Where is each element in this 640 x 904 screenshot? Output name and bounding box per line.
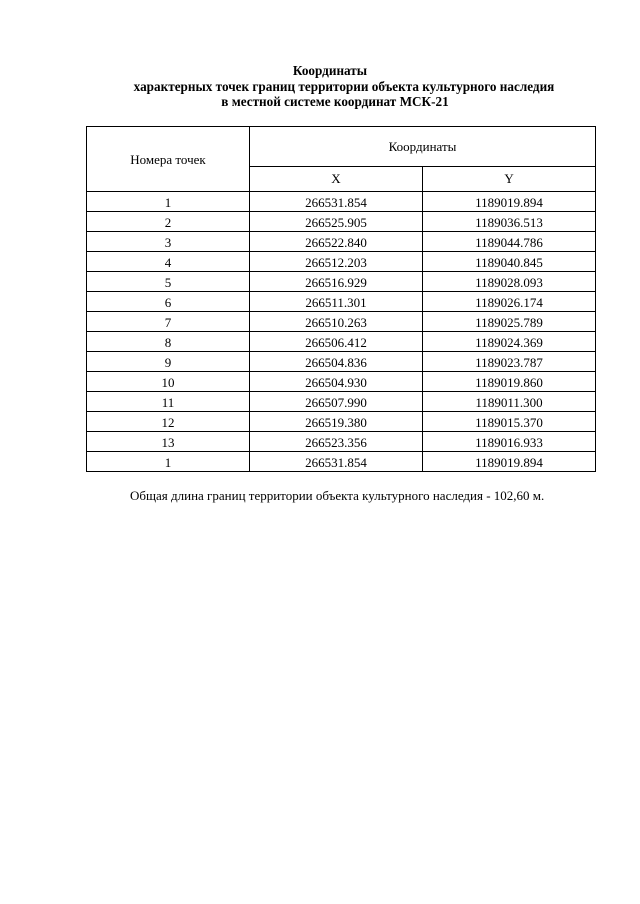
header-coordinates: Координаты	[250, 127, 596, 167]
coordinates-table	[86, 126, 596, 472]
header-x: X	[250, 166, 423, 191]
coord-x: 266516.929	[250, 272, 423, 292]
title-line-3: в местной системе координат МСК-21	[221, 94, 449, 109]
coord-x: 266510.263	[250, 312, 423, 332]
point-number: 11	[87, 392, 250, 412]
coord-y: 1189025.789	[423, 312, 596, 332]
point-number: 7	[87, 312, 250, 332]
point-number: 1	[87, 192, 250, 212]
coord-x: 266512.203	[250, 252, 423, 272]
point-number: 12	[87, 412, 250, 432]
coord-y: 1189011.300	[423, 392, 596, 412]
coord-y: 1189028.093	[423, 272, 596, 292]
title-line-2: характерных точек границ территории объекта культурного наследия	[133, 78, 555, 94]
coord-y: 1189040.845	[423, 252, 596, 272]
coord-y: 1189044.786	[423, 232, 596, 252]
point-number: 4	[87, 252, 250, 272]
coord-x: 266506.412	[250, 332, 423, 352]
coord-y: 1189019.860	[423, 372, 596, 392]
table-row	[87, 312, 596, 332]
coord-y: 1189024.369	[423, 332, 596, 352]
coord-x: 266522.840	[250, 232, 423, 252]
document-title	[0, 63, 640, 110]
point-number: 8	[87, 332, 250, 352]
table-row	[87, 392, 596, 412]
title-line-1: Координаты	[292, 63, 368, 78]
coord-x: 266525.905	[250, 212, 423, 232]
table-row	[87, 252, 596, 272]
table-row	[87, 452, 596, 472]
table-row	[87, 372, 596, 392]
table-row	[87, 332, 596, 352]
table-row	[87, 292, 596, 312]
header-y: Y	[423, 166, 596, 191]
table-row	[87, 352, 596, 372]
point-number: 6	[87, 292, 250, 312]
table-row	[87, 192, 596, 212]
point-number: 10	[87, 372, 250, 392]
coord-y: 1189023.787	[423, 352, 596, 372]
table-row	[87, 412, 596, 432]
point-number: 5	[87, 272, 250, 292]
header-point-numbers: Номера точек	[87, 127, 250, 192]
point-number: 9	[87, 352, 250, 372]
coord-y: 1189015.370	[423, 412, 596, 432]
table-row	[87, 432, 596, 452]
coord-x: 266531.854	[250, 192, 423, 212]
coord-y: 1189036.513	[423, 212, 596, 232]
table-row	[87, 232, 596, 252]
coord-x: 266504.930	[250, 372, 423, 392]
table-row	[87, 212, 596, 232]
point-number: 2	[87, 212, 250, 232]
coord-x: 266531.854	[250, 452, 423, 472]
coord-y: 1189016.933	[423, 432, 596, 452]
point-number: 3	[87, 232, 250, 252]
point-number: 1	[87, 452, 250, 472]
coord-x: 266523.356	[250, 432, 423, 452]
coord-x: 266504.836	[250, 352, 423, 372]
point-number: 13	[87, 432, 250, 452]
coord-y: 1189026.174	[423, 292, 596, 312]
coord-x: 266511.301	[250, 292, 423, 312]
table-row	[87, 272, 596, 292]
coord-y: 1189019.894	[423, 452, 596, 472]
total-length-note: Общая длина границ территории объекта культурного наследия - 102,60 м.	[130, 488, 545, 503]
coord-x: 266507.990	[250, 392, 423, 412]
coord-x: 266519.380	[250, 412, 423, 432]
coord-y: 1189019.894	[423, 192, 596, 212]
